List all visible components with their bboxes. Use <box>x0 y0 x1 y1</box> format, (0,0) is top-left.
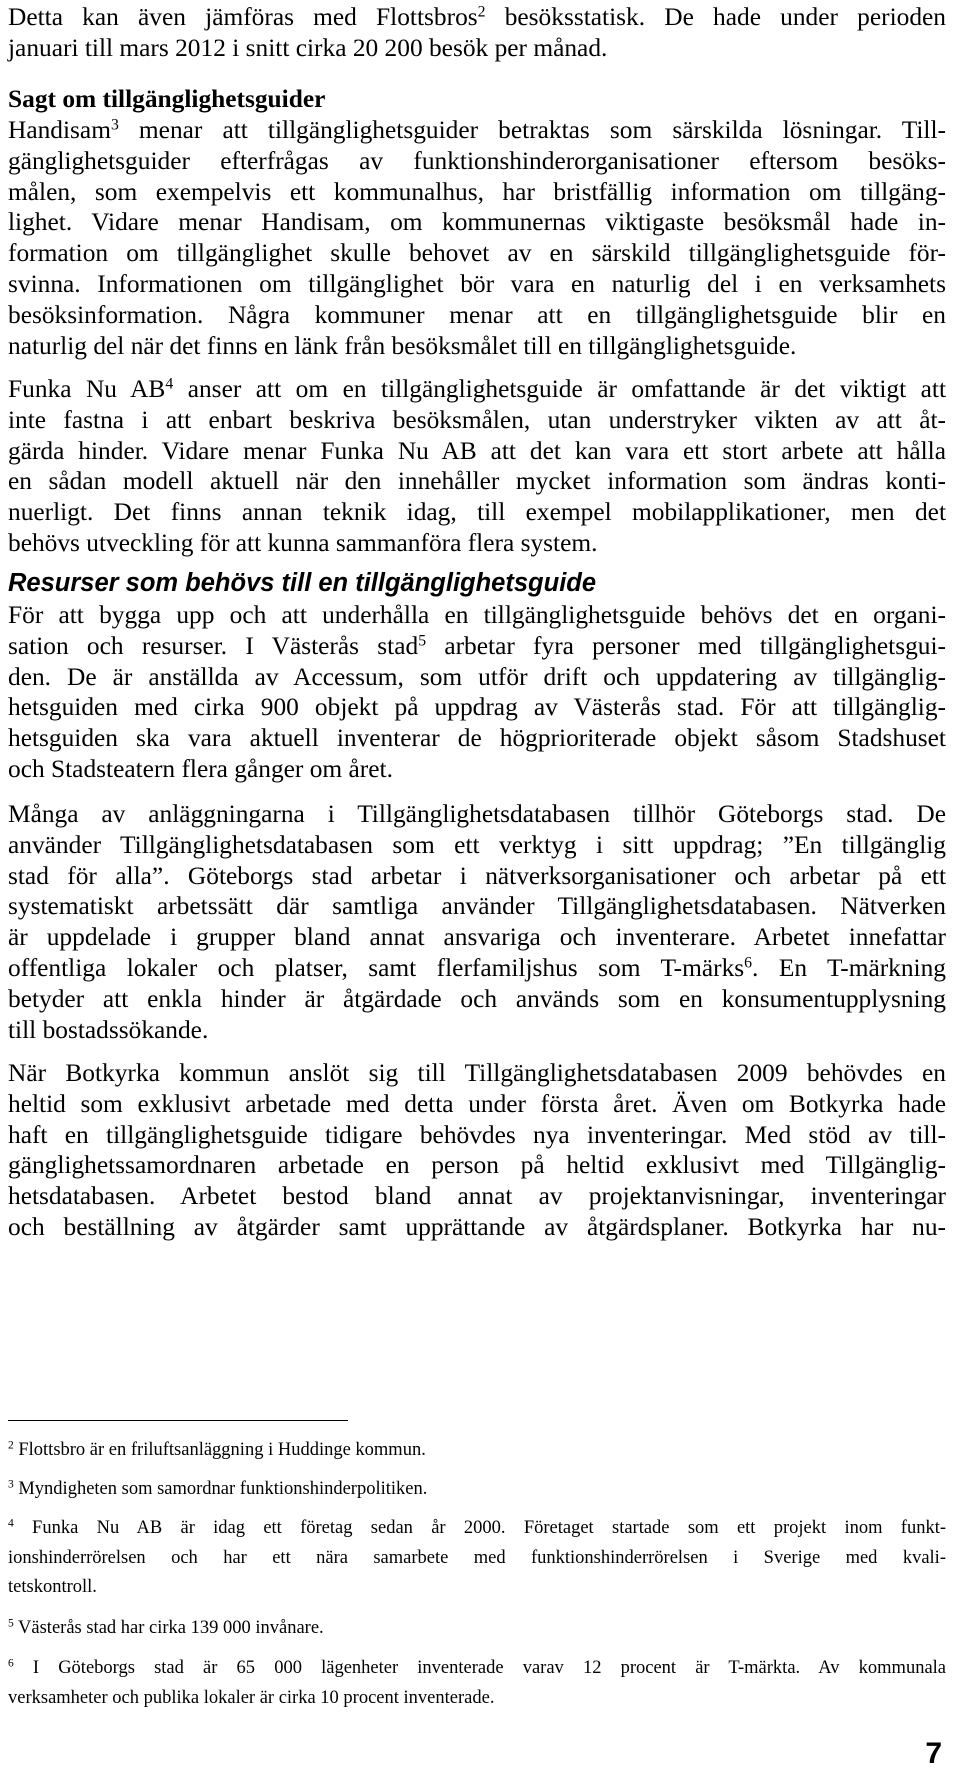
footnote-ref-3[interactable]: 3 <box>110 116 119 134</box>
paragraph-resurser <box>8 600 946 785</box>
text-line: stad för alla”. Göteborgs stad arbetar i nätverksorganisationer och arbetar på ett <box>8 861 946 890</box>
footnote-6 <box>8 1654 946 1713</box>
section-heading-resurser: Resurser som behövs till en tillgänglighetsguide <box>8 569 597 597</box>
text-line: svinna. Informationen om tillgänglighet bör vara en naturlig del i en verksamhets <box>8 269 946 298</box>
text-line: och beställning av åtgärder samt upprättande av åtgärdsplaner. Botkyrka har nu- <box>8 1212 946 1241</box>
footnote-separator <box>8 1420 348 1421</box>
footnote-text: Västerås stad har cirka 139 000 invånare. <box>18 1618 324 1638</box>
footnote-number: 3 <box>8 1478 14 1491</box>
text-line: januari till mars 2012 i snitt cirka 20 200 besök per månad. <box>8 33 608 62</box>
text-line: heltid som exklusivt arbetade med detta under första året. Även om Botkyrka hade <box>8 1089 946 1118</box>
paragraph-handisam <box>8 115 946 361</box>
text-line: Detta kan även jämföras med Flottsbros$^2$ besöksstatisk. De hade under perioden <box>8 3 946 31</box>
text-line: gänglighetsguider efterfrågas av funktionshinderorganisationer eftersom besöks- <box>8 146 946 175</box>
text-line: För att bygga upp och att underhålla en tillgänglighetsguide behövs det en organi- <box>8 601 946 629</box>
footnote-4 <box>8 1514 946 1603</box>
footnote-5 <box>8 1614 946 1644</box>
footnote-text: I Göteborgs stad är 65 000 lägenheter inventerade varav 12 procent är T-märkta. Av kommunala <box>32 1658 947 1678</box>
text-line: och Stadsteatern flera gånger om året. <box>8 754 393 783</box>
footnote-text: verksamheter och publika lokaler är cirka 10 procent inventerade. <box>8 1687 495 1708</box>
footnote-ref-2[interactable]: 2 <box>477 3 486 21</box>
text-line: hetsguiden med cirka 900 objekt på uppdrag av Västerås stad. För att tillgänglig- <box>8 693 946 722</box>
text-line: målen, som exempelvis ett kommunalhus, har bristfällig information om tillgäng- <box>8 177 946 206</box>
footnote-number: 6 <box>8 1657 14 1670</box>
text-line: formation om tillgänglighet skulle behovet av en särskild tillgänglighetsguide för- <box>8 239 946 268</box>
text-line: naturlig del när det finns en länk från besöksmålet till en tillgänglighetsguide. <box>8 331 797 360</box>
text-line: gärda hinder. Vidare menar Funka Nu AB att det kan vara ett stort arbete att hålla <box>8 436 946 465</box>
text-line: en sådan modell aktuell när den innehåller mycket information som ändras konti- <box>8 467 946 496</box>
footnote-text: Flottsbro är en friluftsanläggning i Huddinge kommun. <box>18 1440 426 1460</box>
footnote-number: 4 <box>8 1517 14 1530</box>
text-line: offentliga lokaler och platser, samt flerfamiljshus som T-märks$^6$. En T-märkning <box>8 953 947 982</box>
text-line: haft en tillgänglighetsguide tidigare behövdes nya inventeringar. Med stöd av till- <box>8 1120 946 1149</box>
text-line: systematiskt arbetssätt där samtliga använder Tillgänglighetsdatabasen. Nätverken <box>8 892 946 921</box>
text-line: behövs utveckling för att kunna sammanföra flera system. <box>8 528 598 557</box>
footnote-2 <box>8 1436 946 1466</box>
paragraph-goteborg <box>8 799 946 1045</box>
footnote-ref-5[interactable]: 5 <box>418 632 427 650</box>
paragraph-botkyrka <box>8 1058 946 1243</box>
text-line: använder Tillgänglighetsdatabasen som ett verktyg i sitt uppdrag; ”En tillgänglig <box>8 830 946 859</box>
text-line: inte fastna i att enbart beskriva besöksmålen, utan understryker vikten av att åt- <box>8 405 946 434</box>
footnote-ref-6[interactable]: 6 <box>744 954 753 972</box>
text-line: är uppdelade i grupper bland annat ansvariga och inventerare. Arbetet innefattar <box>8 923 946 952</box>
section-heading-sagt: Sagt om tillgänglighetsguider <box>8 85 326 113</box>
text-line: den. De är anställda av Accessum, som utför drift och uppdatering av tillgänglig- <box>8 662 946 691</box>
page-number: 7 <box>925 1737 942 1770</box>
footnote-text: ionshinderrörelsen och har ett nära samarbete med funktionshinderrörelsen i Sverige med kvali- <box>8 1547 946 1568</box>
text-line: till bostadssökande. <box>8 1015 209 1044</box>
text-line: betyder att enkla hinder är åtgärdade och används som en konsumentupplysning <box>8 984 946 1013</box>
document-page <box>8 0 946 1777</box>
footnote-text: tetskontroll. <box>8 1577 97 1597</box>
text-line: Många av anläggningarna i Tillgänglighetsdatabasen tillhör Göteborgs stad. De <box>8 800 946 828</box>
footnote-text: Myndigheten som samordnar funktionshinderpolitiken. <box>18 1479 428 1499</box>
text-line: hetsguiden ska vara aktuell inventerar de högprioriterade objekt såsom Stadshuset <box>8 724 946 753</box>
text-line: sation och resurser. I Västerås stad$^5$ arbetar fyra personer med tillgänglighetsgui- <box>8 631 946 660</box>
text-line: hetsdatabasen. Arbetet bestod bland annat av projektanvisningar, inventeringar <box>8 1182 946 1211</box>
text-line: gänglighetssamordnaren arbetade en person på heltid exklusivt med Tillgänglig- <box>8 1151 946 1180</box>
footnote-number: 2 <box>8 1439 14 1452</box>
text-line: lighet. Vidare menar Handisam, om kommunernas viktigaste besöksmål hade in- <box>8 208 946 237</box>
text-line: Handisam$^3$ menar att tillgänglighetsguider betraktas som särskilda lösningar. Till- <box>8 116 946 144</box>
paragraph-flottsbro <box>8 2 946 64</box>
footnote-text: Funka Nu AB är idag ett företag sedan år 2000. Företaget startade som ett projekt inom funkt- <box>32 1518 946 1538</box>
footnote-3 <box>8 1475 946 1505</box>
text-line: besöksinformation. Några kommuner menar att en tillgänglighetsguide blir en <box>8 300 946 329</box>
text-line: Funka Nu $AB^4$ anser att om en tillgänglighetsguide är omfattande är det viktigt att <box>8 375 946 403</box>
footnote-number: 5 <box>8 1617 14 1630</box>
text-line: nuerligt. Det finns annan teknik idag, till exempel mobilapplikationer, men det <box>8 498 946 527</box>
text-line: När Botkyrka kommun anslöt sig till Tillgänglighetsdatabasen 2009 behövdes en <box>8 1059 946 1087</box>
footnote-ref-4[interactable]: 4 <box>165 375 174 393</box>
paragraph-funka <box>8 374 946 559</box>
